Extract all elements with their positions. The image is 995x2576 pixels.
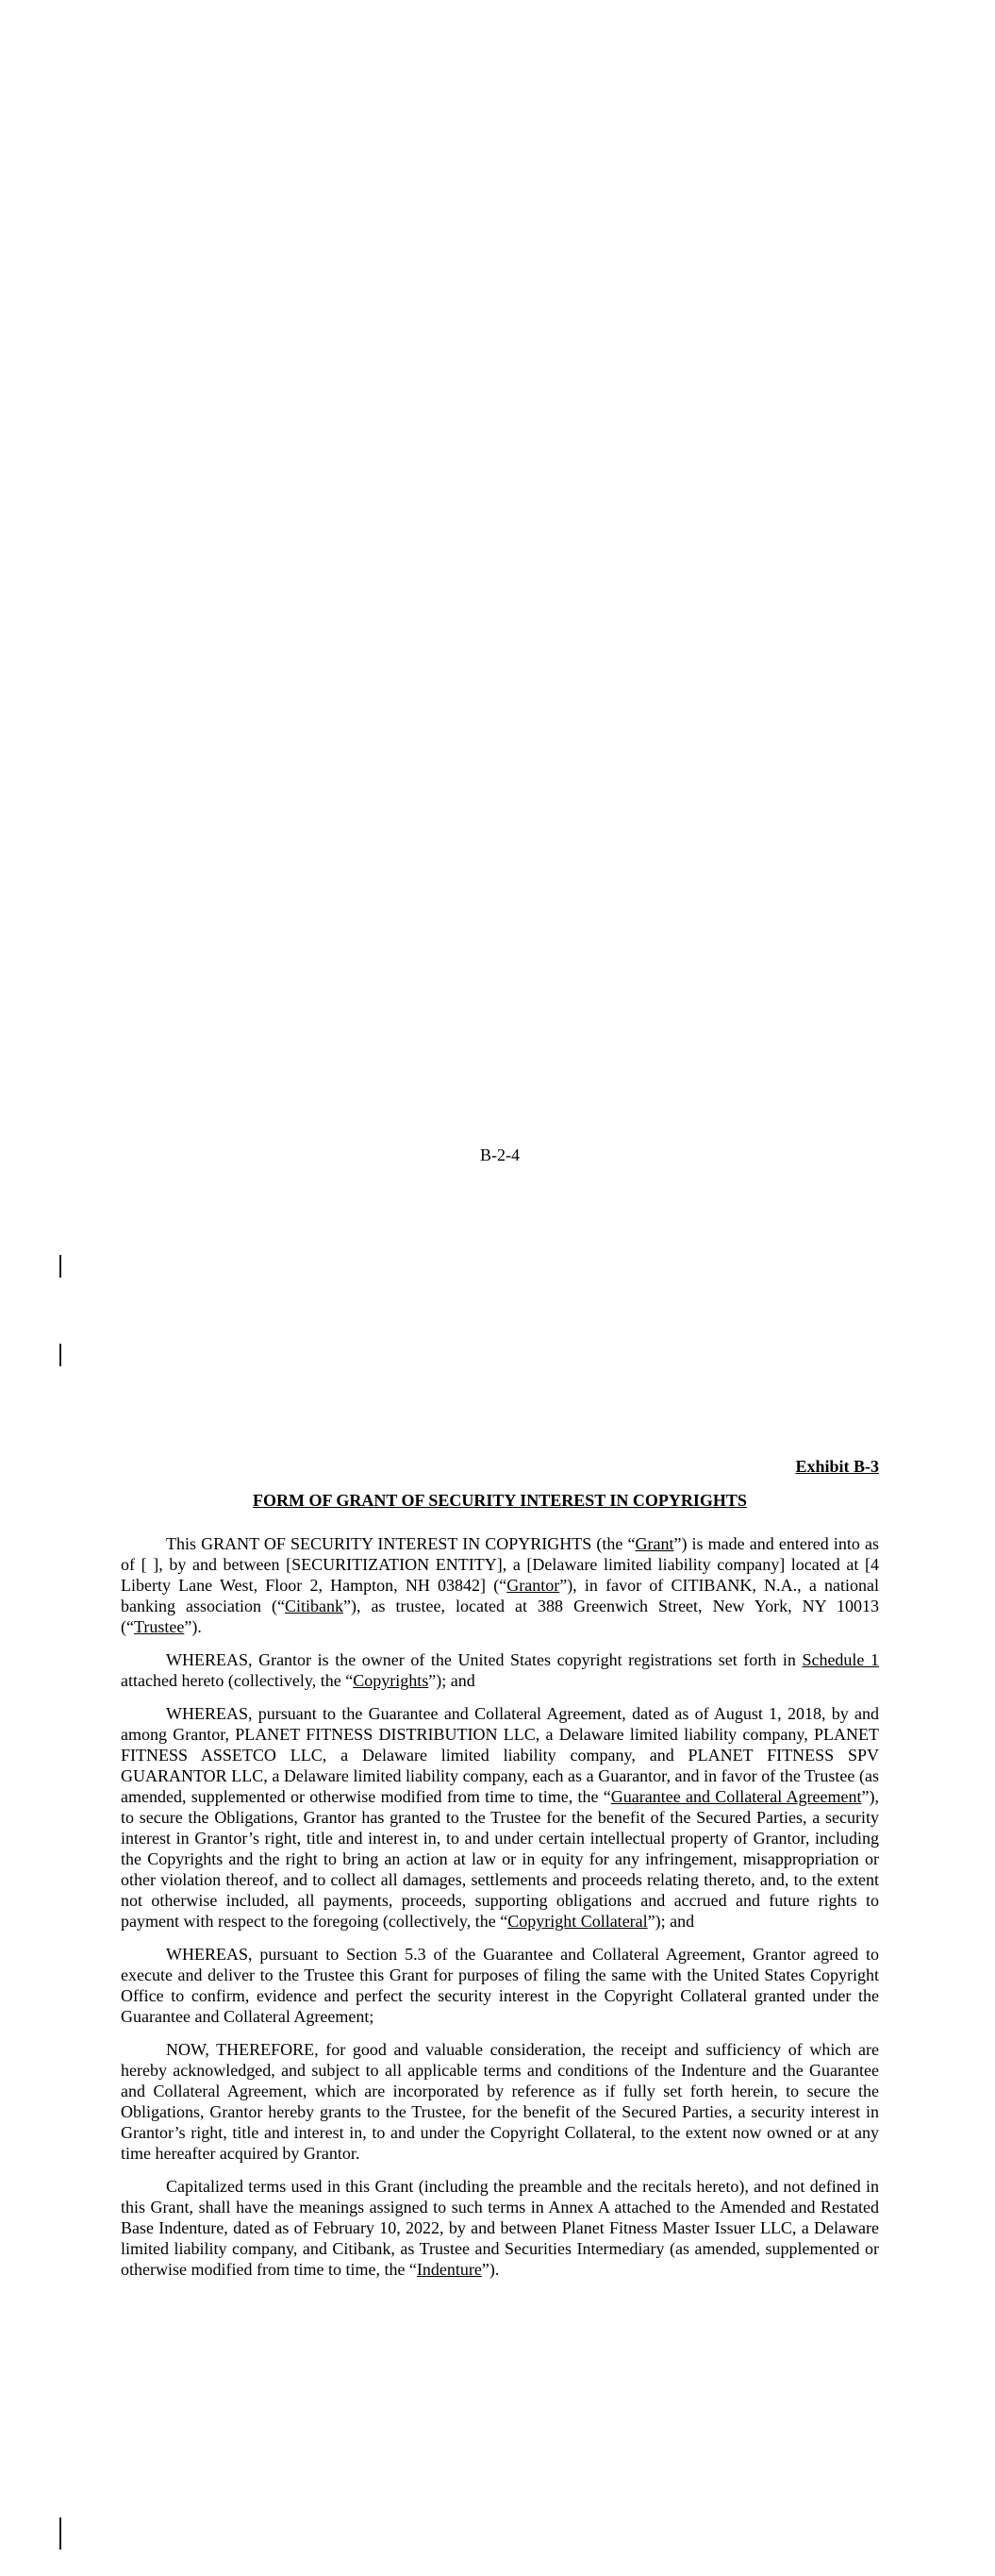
defined-term: Trustee: [133, 1617, 185, 1636]
document-title: [121, 1490, 879, 1511]
paragraph-text: WHEREAS, pursuant to Section 5.3 of the Guarantee and Collateral Agreement, Grantor agreed to execute and deliver to the Trustee this Grant for purposes of filing the same with the United States Copyright Office to confirm, evidence and perfect the security interest in the Copyright Collateral granted under the Guarantee and Collateral Agreement;: [121, 1945, 879, 2026]
defined-term: Guarantee and Collateral Agreement: [610, 1787, 862, 1806]
paragraph-4: [121, 1944, 879, 2027]
paragraph-text: Capitalized terms used in this Grant (including the preamble and the recitals hereto), and not defined in this Grant, shall have the meanings assigned to such terms in Annex A attached to the Amended and Restated Base Indenture, dated as of February 10, 2022, by and between Planet Fitness Master Issuer LLC, a Delaware limited liability company, and Citibank, as Trustee and Securities Intermediary (as amended, supplemented or otherwise modified from time to time, the “: [121, 2177, 879, 2279]
paragraph-text: This GRANT OF SECURITY INTEREST IN COPYRIGHTS (the “: [166, 1534, 636, 1553]
paragraph-text: ”); and: [428, 1671, 475, 1690]
paragraph-text: WHEREAS, pursuant to the Guarantee and Collateral Agreement, dated as of August 1, 2018, by and among Grantor, PLANET FITNESS DISTRIBUTION LLC, a Delaware limited liability company, PLANET FITNESS ASSETCO LLC, a Delaware limited liability company, and PLANET FITNESS SPV GUARANTOR LLC, a Delaware limited liability company, each as a Guarantor, and in favor of the Trustee (as amended, supplemented or otherwise modified from time to time, the “: [121, 1704, 879, 1806]
page-number: B-2-4: [480, 1146, 520, 1164]
change-bar: [59, 1255, 61, 1278]
exhibit-label-text: Exhibit B-3: [795, 1457, 879, 1476]
document-title-text: FORM OF GRANT OF SECURITY INTEREST IN COPYRIGHTS: [253, 1491, 747, 1510]
defined-term: Copyrights: [353, 1671, 429, 1690]
defined-term: Grant: [635, 1534, 674, 1553]
paragraph-text: ”) is made and entered into as of [ ], by and between [SECURITIZATION ENTITY], a [Delaware limited liability company] located at [4 Liberty Lane West, Floor 2, Hampton, NH 03842] (“: [121, 1534, 879, 1595]
paragraph-text: WHEREAS, Grantor is the owner of the United States copyright registrations set forth in: [166, 1650, 803, 1669]
paragraph-text: ”), as trustee, located at 388 Greenwich Street, New York, NY 10013 (“: [121, 1597, 879, 1636]
paragraph-text: ”), to secure the Obligations, Grantor has granted to the Trustee for the benefit of the Secured Parties, a security interest in Grantor’s right, title and interest in, to and under certain intellectual property of Grantor, including the Copyrights and the right to bring an action at law or in equity for any infringement, misappropriation or other violation thereof, and to collect all damages, settlements and proceeds relating thereto, and, to the extent not otherwise included, all payments, proceeds, supporting obligations and accrued and future rights to payment with respect to the foregoing (collectively, the “: [121, 1787, 880, 1931]
paragraph-text: ”).: [481, 2260, 500, 2279]
paragraph-text: ”).: [184, 1617, 202, 1636]
document-body: [121, 1456, 879, 2292]
paragraph-2: [121, 1649, 879, 1691]
defined-term: Citibank: [285, 1597, 344, 1615]
paragraph-text: NOW, THEREFORE, for good and valuable consideration, the receipt and sufficiency of which are hereby acknowledged, and subject to all applicable terms and conditions of the Indenture and the Guarantee and Collateral Agreement, which are incorporated by reference as if fully set forth herein, to secure the Obligations, Grantor hereby grants to the Trustee, for the benefit of the Secured Parties, a security interest in Grantor’s right, title and interest in, to and under the Copyright Collateral, to the extent now owned or at any time hereafter acquired by Grantor.: [121, 2040, 879, 2163]
paragraph-5: [121, 2039, 879, 2164]
exhibit-label: [121, 1456, 879, 1477]
defined-term: Indenture: [416, 2260, 482, 2279]
defined-term: Copyright Collateral: [507, 1912, 648, 1931]
defined-term: Grantor: [506, 1576, 560, 1595]
paragraph-text: ”), in favor of CITIBANK, N.A., a national banking association (“: [121, 1576, 879, 1615]
paragraph-text: ”); and: [647, 1912, 695, 1931]
paragraph-3: [121, 1703, 879, 1932]
paragraph-6: [121, 2176, 879, 2280]
paragraph-text: attached hereto (collectively, the “: [121, 1671, 354, 1690]
document-paragraphs: [121, 1533, 879, 2280]
change-bar: [59, 2517, 61, 2550]
change-bar: [59, 1344, 61, 1366]
paragraph-1: [121, 1533, 879, 1637]
defined-term: Schedule 1: [802, 1650, 879, 1669]
